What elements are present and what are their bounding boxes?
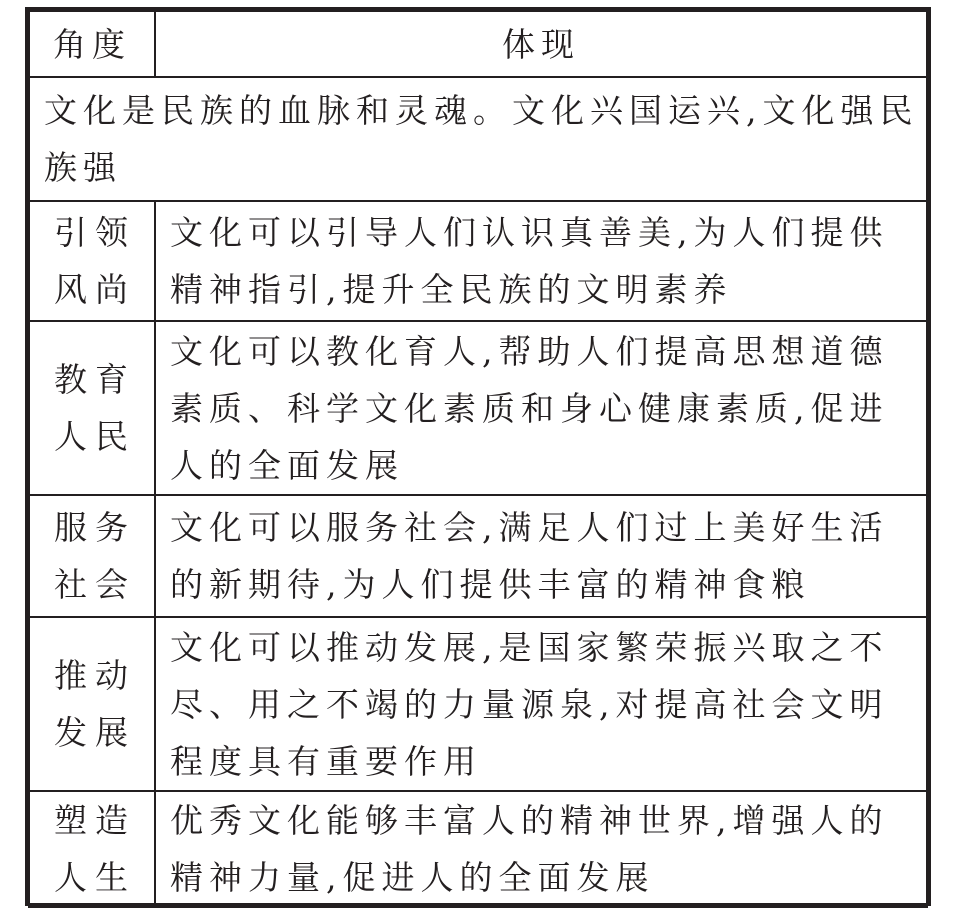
manifestation-cell: 文化可以推动发展,是国家繁荣振兴取之不尽、用之不竭的力量源泉,对提高社会文明程度具有重要作用 xyxy=(155,617,927,791)
table-row xyxy=(29,201,927,321)
table-intro-row xyxy=(29,77,927,201)
manifestation-cell: 文化可以服务社会,满足人们过上美好生活的新期待,为人们提供丰富的精神食粮 xyxy=(155,495,927,617)
angle-line: 社会 xyxy=(54,565,136,604)
angle-line: 人民 xyxy=(54,417,136,456)
intro-cell: 文化是民族的血脉和灵魂。文化兴国运兴,文化强民族强 xyxy=(29,77,927,201)
angle-line: 推动 xyxy=(54,656,136,695)
angle-line: 教育 xyxy=(54,360,136,399)
culture-role-table-frame xyxy=(25,7,931,906)
angle-line: 风尚 xyxy=(54,270,136,309)
manifestation-cell: 文化可以教化育人,帮助人们提高思想道德素质、科学文化素质和身心健康素质,促进人的全面发展 xyxy=(155,321,927,495)
table-row xyxy=(29,495,927,617)
angle-line: 塑造 xyxy=(54,801,136,840)
table-row xyxy=(29,321,927,495)
angle-line: 发展 xyxy=(54,713,136,752)
header-manifestation: 体现 xyxy=(155,11,927,77)
table-row xyxy=(29,791,927,907)
angle-cell xyxy=(29,495,155,617)
table-header-row xyxy=(29,11,927,77)
manifestation-cell: 文化可以引导人们认识真善美,为人们提供精神指引,提升全民族的文明素养 xyxy=(155,201,927,321)
culture-role-table xyxy=(28,10,928,908)
angle-cell xyxy=(29,201,155,321)
table-row xyxy=(29,617,927,791)
header-angle: 角度 xyxy=(29,11,155,77)
angle-line: 服务 xyxy=(54,508,136,547)
angle-line: 人生 xyxy=(54,858,136,897)
angle-cell xyxy=(29,791,155,907)
angle-cell xyxy=(29,321,155,495)
angle-line: 引领 xyxy=(54,213,136,252)
angle-cell xyxy=(29,617,155,791)
manifestation-cell: 优秀文化能够丰富人的精神世界,增强人的精神力量,促进人的全面发展 xyxy=(155,791,927,907)
